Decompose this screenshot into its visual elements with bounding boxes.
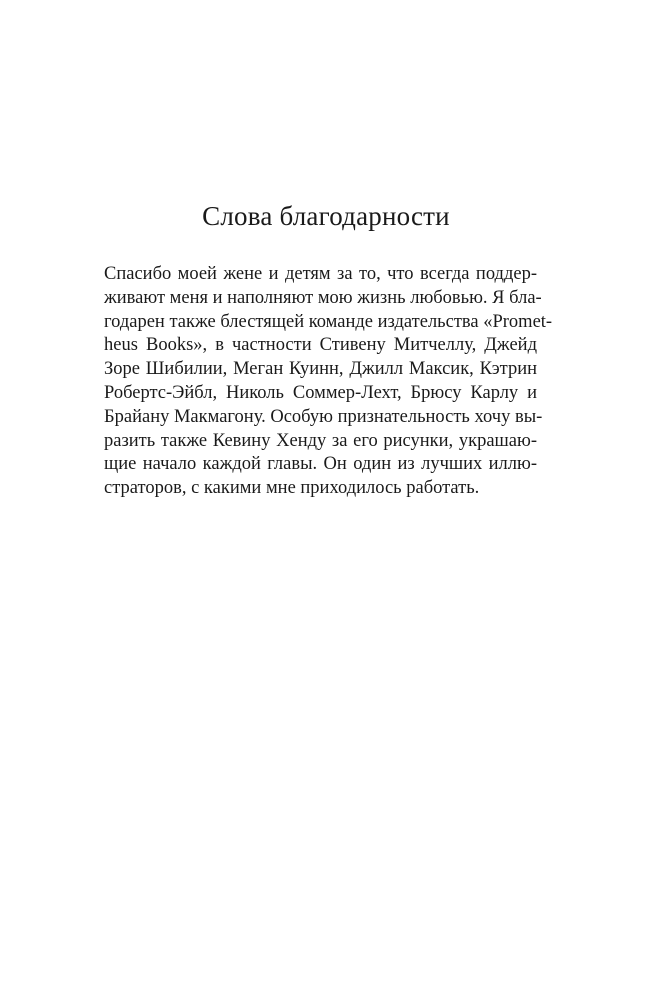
paragraph-line-5: Зоре Шибилии, Меган Куинн, Джилл Максик, Кэтрин (104, 359, 537, 380)
acknowledgements-paragraph (104, 263, 553, 501)
paragraph-line-2: живают меня и наполняют мою жизнь любовью. Я бла- (104, 287, 542, 308)
paragraph-line-3: годарен также блестящей команде издательства «Promet- (104, 311, 553, 332)
page-title: Слова благодарности (202, 201, 450, 231)
paragraph-line-4: heus Books», в частности Стивену Митчеллу, Джейд (104, 335, 537, 356)
paragraph-line-1: Спасибо моей жене и детям за то, что всегда поддер- (104, 264, 537, 284)
paragraph-line-9: щие начало каждой главы. Он один из лучших иллю- (104, 454, 537, 475)
paragraph-line-7: Брайану Макмагону. Особую признательность хочу вы- (104, 406, 543, 427)
paragraph-line-8: разить также Кевину Хенду за его рисунки, украшаю- (104, 430, 537, 451)
paragraph-line-10: страторов, с какими мне приходилось работать. (104, 478, 480, 499)
paragraph-line-6: Робертс-Эйбл, Николь Соммер-Лехт, Брюсу Карлу и (104, 382, 537, 403)
